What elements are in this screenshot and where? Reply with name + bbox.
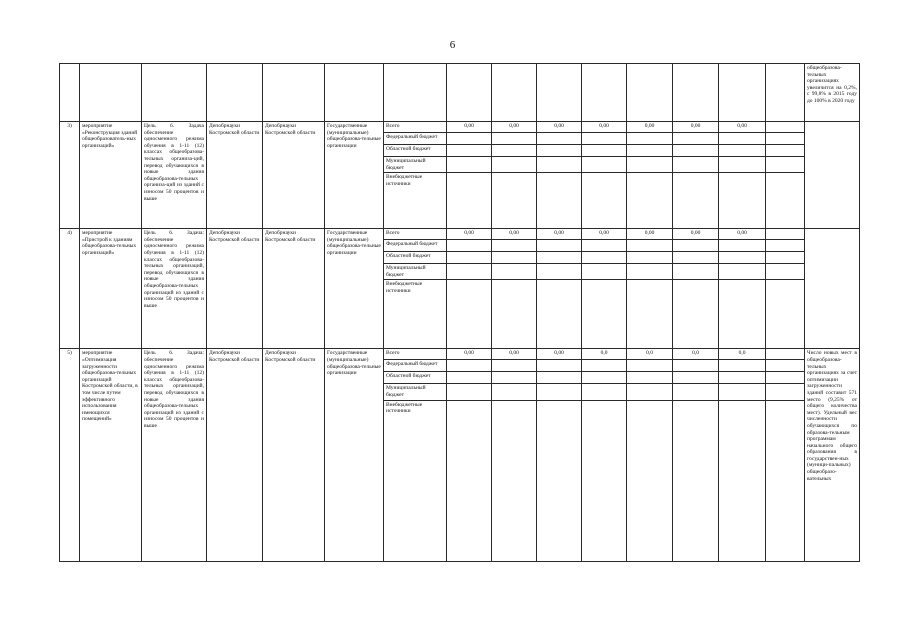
value-cell: 0,0: [627, 349, 673, 360]
value-cell: 0,0: [719, 349, 766, 360]
source-total: Всего: [384, 122, 447, 133]
recipient: Государственные (муниципальные) общеобразова-тельные организации: [325, 122, 384, 229]
program-activities-table: [59, 63, 860, 562]
recipient: Государственные (муниципальные) общеобразова-тельные организации: [325, 229, 384, 349]
value-cell: 0,00: [582, 122, 627, 133]
source-regional: Областной бюджет: [384, 145, 447, 157]
activity-goal: Цель 6. Задача: обеспечение односменного режима обучения в 1-11 (12) классах общеобразова-тельных организаций, перевод обучающихся в новые здания общеобразова-тельных организаций из зданий с износом 50 процентов и выше: [142, 229, 207, 349]
value-cell: 0,00: [492, 229, 537, 240]
result-cell: общеобразова-тельных организациях увеличится на 0,2%, с 99,8% в 2015 году до 100% в 2020 году: [805, 64, 860, 122]
activity-name: мероприятие «Пристрой к зданиям общеобразова-тельных организаций»: [80, 229, 142, 349]
activity-goal: Цель 6. Задача обеспечение односменного режима обучения в 1-11 (12) классах общеобразова-тельных организа-ций, перевод обучающихся в новые здания общеобразова-тельных организа-ций из зданий с износом 50 процентов и выше: [142, 122, 207, 229]
value-cell: 0,00: [447, 349, 492, 360]
source-federal: Федеральный бюджет: [384, 133, 447, 145]
result-cell: [805, 229, 860, 349]
table-row: [60, 229, 860, 240]
source-extra: Внебюджетные источники: [384, 280, 447, 349]
source-total: Всего: [384, 229, 447, 240]
source-federal: Федеральный бюджет: [384, 360, 447, 372]
source-municipal: Муниципальный бюджет: [384, 384, 447, 400]
table-row-continuation: [60, 64, 860, 122]
responsible-executor: Депобрнауки Костромской области: [207, 229, 263, 349]
value-cell: 0,00: [627, 122, 673, 133]
row-number: 5): [60, 349, 80, 561]
co-executor: Депобрнауки Костромской области: [263, 229, 325, 349]
value-cell: 0,00: [537, 229, 582, 240]
value-cell: 0,00: [492, 122, 537, 133]
co-executor: Депобрнауки Костромской области: [263, 122, 325, 229]
value-cell: 0,00: [627, 229, 673, 240]
activity-name: мероприятие «Оптимизация загруженности общеобразова-тельных организаций Костромской области, в том числе путем эффективного использования имеющихся помещений»: [80, 349, 142, 561]
value-cell: 0,00: [537, 122, 582, 133]
value-cell: 0,00: [719, 229, 766, 240]
source-municipal: Муниципальный бюджет: [384, 157, 447, 173]
activity-name: мероприятие «Реконструкция зданий общеобразователь-ных организаций»: [80, 122, 142, 229]
page-number: 6: [449, 39, 456, 51]
source-regional: Областной бюджет: [384, 372, 447, 384]
source-total: Всего: [384, 349, 447, 360]
value-cell: 0,0: [673, 349, 719, 360]
source-extra: Внебюджетные источники: [384, 400, 447, 561]
table-row: [60, 122, 860, 133]
value-cell: 0,00: [447, 229, 492, 240]
responsible-executor: Депобрнауки Костромской области: [207, 122, 263, 229]
source-regional: Областной бюджет: [384, 252, 447, 264]
value-cell: 0,00: [719, 122, 766, 133]
result-cell: [805, 122, 860, 229]
value-cell: 0,00: [673, 229, 719, 240]
value-cell: 0,0: [582, 349, 627, 360]
responsible-executor: Депобрнауки Костромской области: [207, 349, 263, 561]
value-cell: 0,00: [582, 229, 627, 240]
row-number: 4): [60, 229, 80, 349]
result-cell: Число новых мест в общеобразова-тельных организациях за счет оптимизации загруженности зданий составит 571 место (9,25% от общего количества мест). Удельный вес численности обучающихся по образова-тельным программам начального общего образования в государствен-ных (муници-пальных) общеобразо-вательных: [805, 349, 860, 561]
co-executor: Депобрнауки Костромской области: [263, 349, 325, 561]
source-federal: Федеральный бюджет: [384, 240, 447, 252]
table-row: [60, 349, 860, 360]
value-cell: 0,00: [673, 122, 719, 133]
activity-goal: Цель 6. Задача: обеспечение односменного режима обучения в 1-11 (12) классах общеобразова-тельных организаций, перевод обучающихся в новые здания общеобразова-тельных организаций из зданий с износом 50 процентов и выше: [142, 349, 207, 561]
source-municipal: Муниципальный бюджет: [384, 264, 447, 280]
value-cell: 0,00: [492, 349, 537, 360]
value-cell: 0,00: [537, 349, 582, 360]
source-extra: Внебюджетные источники: [384, 173, 447, 229]
recipient: Государственные (муниципальные) общеобразова-тельные организации: [325, 349, 384, 561]
value-cell: 0,00: [447, 122, 492, 133]
row-number: 3): [60, 122, 80, 229]
